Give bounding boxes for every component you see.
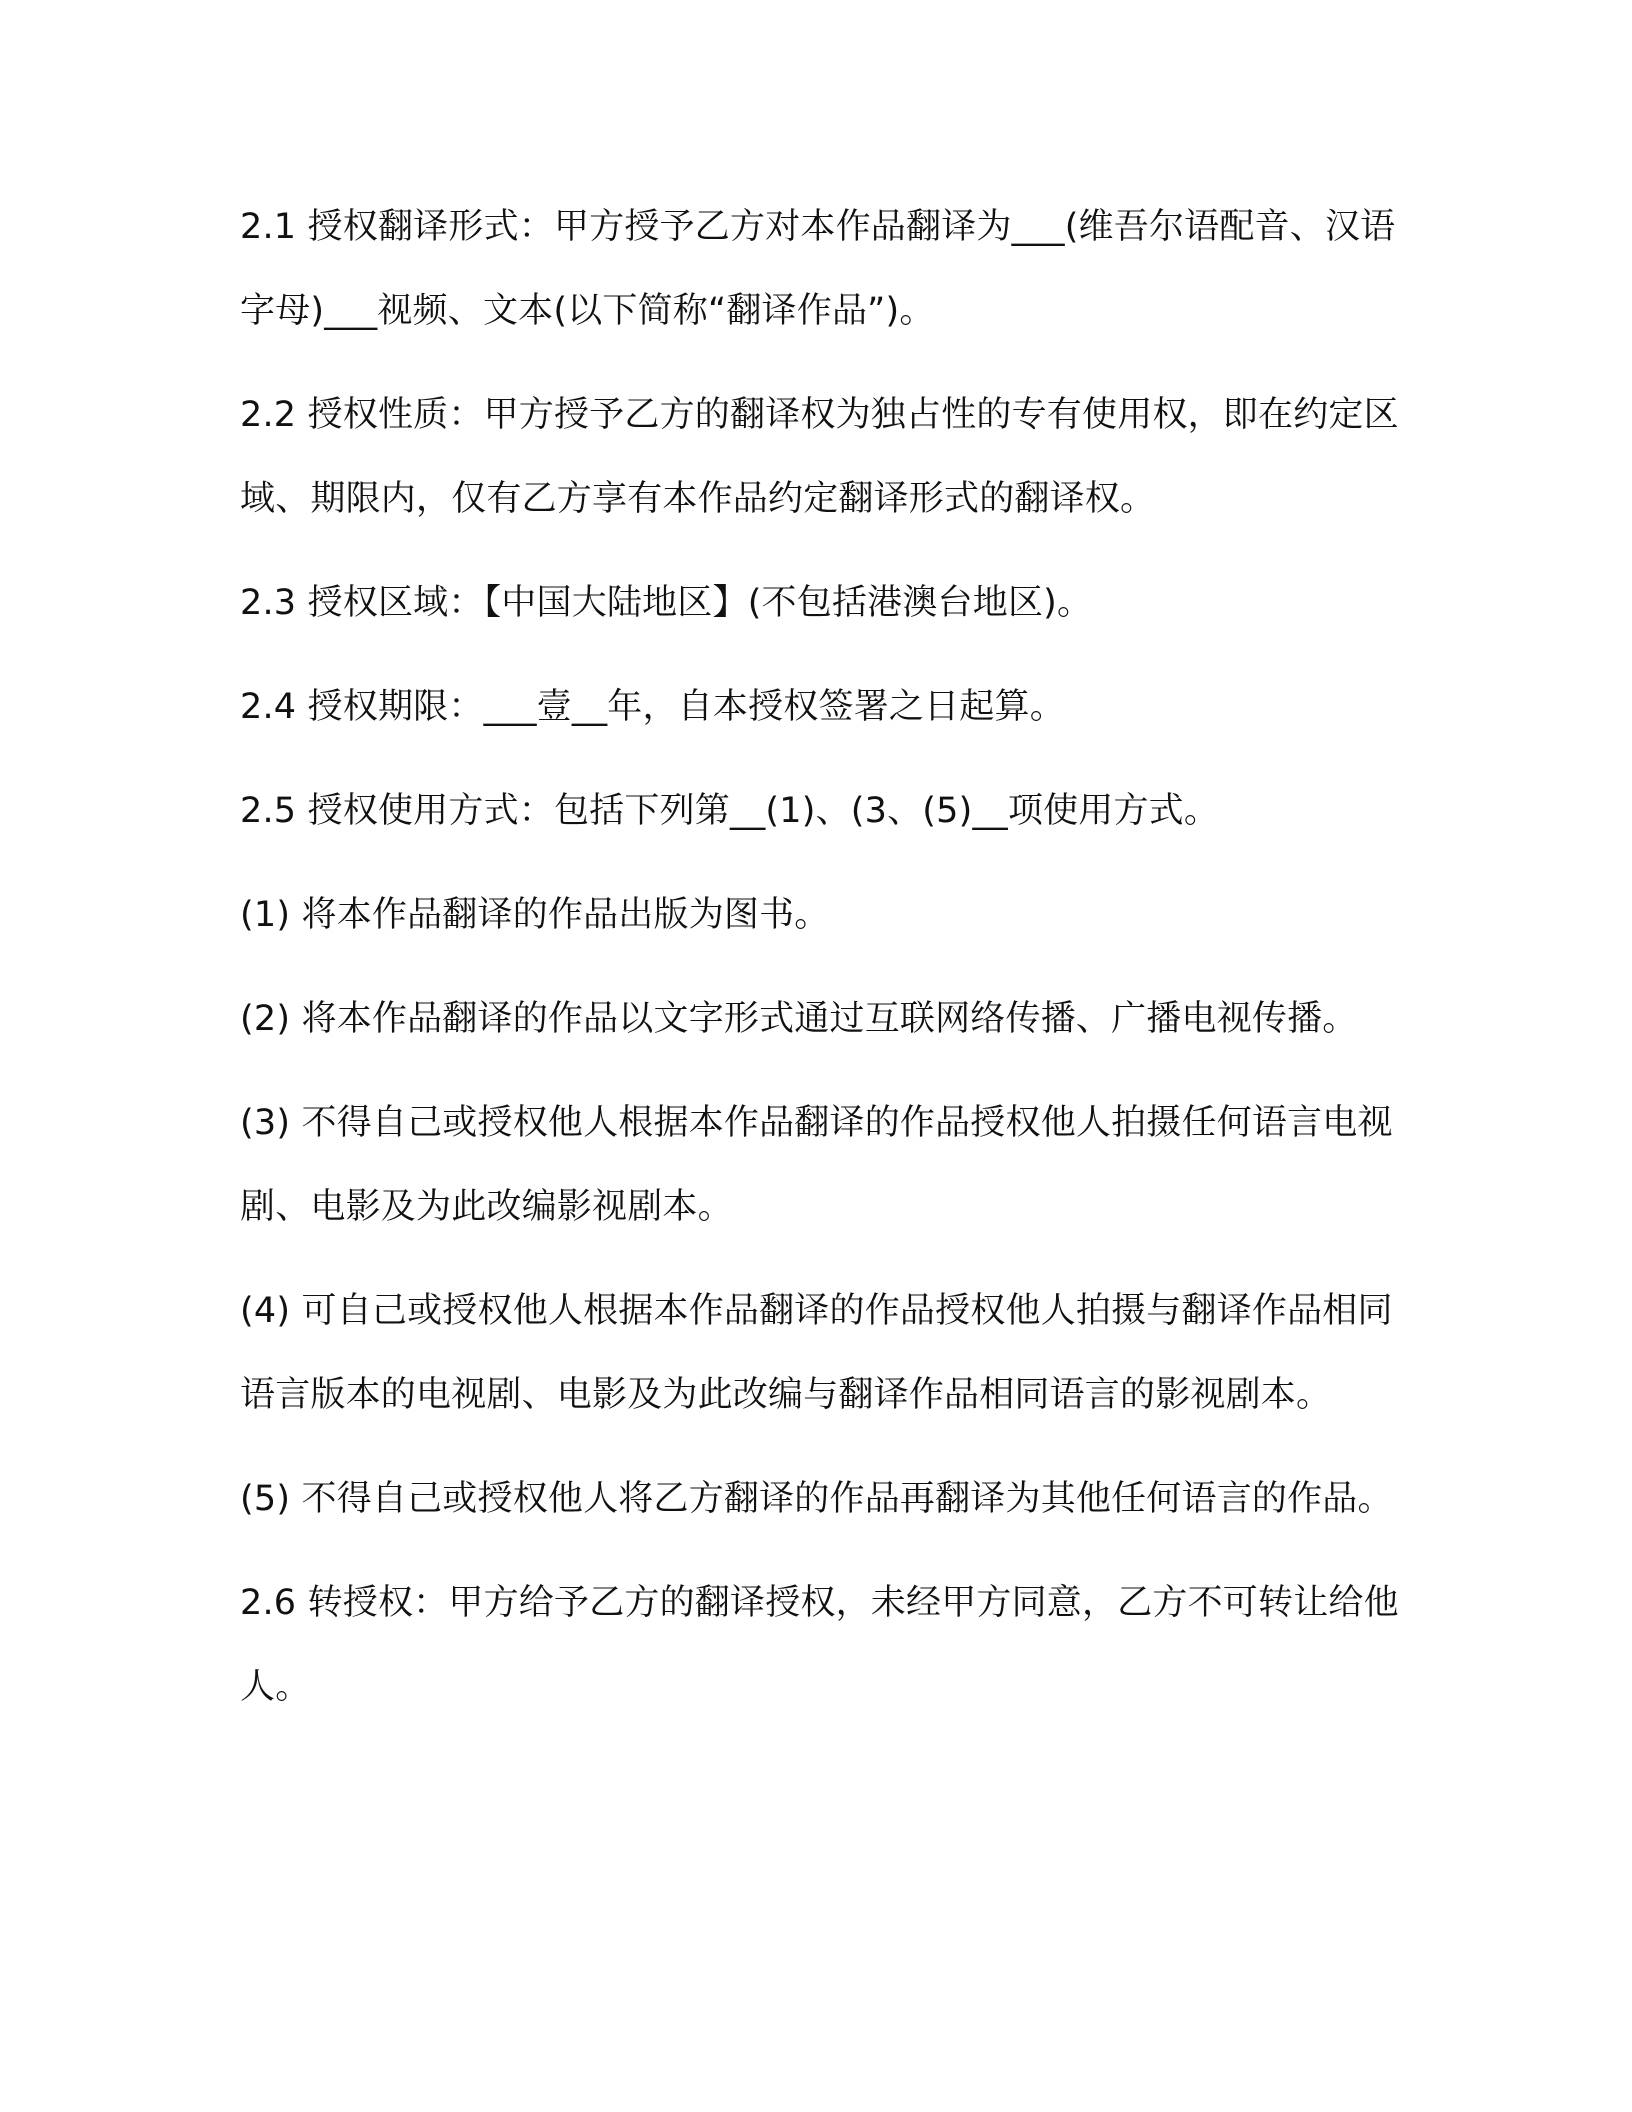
usage-item-4: (4) 可自己或授权他人根据本作品翻译的作品授权他人拍摄与翻译作品相同语言版本的电视剧、电影及为此改编与翻译作品相同语言的影视剧本。 (240, 1291, 1393, 1415)
usage-item-2: (2) 将本作品翻译的作品以文字形式通过互联网络传播、广播电视传播。 (240, 999, 1358, 1039)
usage-item-1: (1) 将本作品翻译的作品出版为图书。 (240, 895, 830, 935)
clause-2-1: 2.1 授权翻译形式：甲方授予乙方对本作品翻译为___(维吾尔语配音、汉语字母)___视频、文本(以下简称“翻译作品”)。 (240, 207, 1396, 331)
clause-2-2: 2.2 授权性质：甲方授予乙方的翻译权为独占性的专有使用权，即在约定区域、期限内，仅有乙方享有本作品约定翻译形式的翻译权。 (240, 395, 1399, 519)
document-body (240, 185, 1420, 1749)
usage-item-5: (5) 不得自己或授权他人将乙方翻译的作品再翻译为其他任何语言的作品。 (240, 1479, 1393, 1519)
clause-2-4: 2.4 授权期限：___壹__年，自本授权签署之日起算。 (240, 687, 1065, 727)
clause-2-5: 2.5 授权使用方式：包括下列第__(1)、(3、(5)__项使用方式。 (240, 791, 1220, 831)
clause-2-6: 2.6 转授权：甲方给予乙方的翻译授权，未经甲方同意，乙方不可转让给他人。 (240, 1583, 1399, 1707)
clause-2-3: 2.3 授权区域：【中国大陆地区】(不包括港澳台地区)。 (240, 583, 1093, 623)
usage-item-3: (3) 不得自己或授权他人根据本作品翻译的作品授权他人拍摄任何语言电视剧、电影及为此改编影视剧本。 (240, 1103, 1393, 1227)
